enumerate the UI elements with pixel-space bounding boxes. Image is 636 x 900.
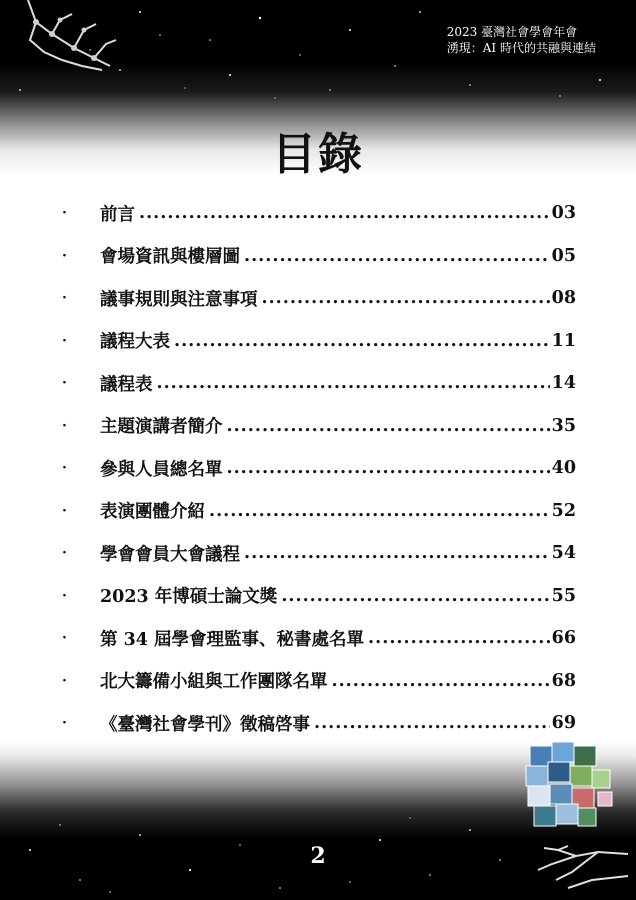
toc-label: 議程大表 <box>100 332 170 353</box>
bullet: · <box>62 715 67 732</box>
dot-leader <box>227 457 550 479</box>
dot-leader <box>157 372 550 394</box>
bullet: · <box>62 502 67 519</box>
image-cube-icon <box>520 738 616 842</box>
toc-label: 參與人員總名單 <box>100 459 223 480</box>
toc-item-foreword[interactable] <box>62 192 576 235</box>
toc-page-number: 08 <box>551 288 576 309</box>
toc-item-organizing-team[interactable] <box>62 660 576 703</box>
toc-item-board-members[interactable] <box>62 617 576 660</box>
dot-leader <box>209 500 550 522</box>
bullet: · <box>62 375 67 392</box>
bullet: · <box>62 587 67 604</box>
dot-leader <box>244 542 550 564</box>
toc-label: 學會會員大會議程 <box>100 544 240 565</box>
bullet: · <box>62 545 67 562</box>
toc-page-number: 03 <box>551 203 576 224</box>
toc-page-number: 11 <box>551 330 576 351</box>
toc-label: 主題演講者簡介 <box>100 417 223 438</box>
page-title: 目錄 <box>272 129 364 180</box>
dot-leader <box>262 287 550 309</box>
toc-label: 《臺灣社會學刊》徵稿啓事 <box>100 714 310 735</box>
conference-header <box>447 24 596 56</box>
toc-page-number: 54 <box>551 543 576 564</box>
bullet: · <box>62 460 67 477</box>
toc-item-call-for-papers[interactable] <box>62 702 576 745</box>
toc-item-rules[interactable] <box>62 277 576 320</box>
table-of-contents <box>62 192 576 745</box>
toc-item-keynote-speakers[interactable] <box>62 405 576 448</box>
page-number: 2 <box>310 843 326 869</box>
toc-page-number: 55 <box>551 585 576 606</box>
bullet: · <box>62 332 67 349</box>
toc-label: 表演團體介紹 <box>100 502 205 523</box>
dot-leader <box>139 202 550 224</box>
bullet: · <box>62 205 67 222</box>
toc-label: 前言 <box>100 204 135 225</box>
bullet: · <box>62 672 67 689</box>
toc-item-thesis-award[interactable] <box>62 575 576 618</box>
toc-label: 議事規則與注意事項 <box>100 289 258 310</box>
dot-leader <box>314 712 550 734</box>
bullet: · <box>62 417 67 434</box>
conference-theme: 湧現：AI 時代的共融與連結 <box>446 41 596 55</box>
toc-page-number: 69 <box>551 713 576 734</box>
toc-page-number: 40 <box>551 458 576 479</box>
dot-leader <box>174 330 550 352</box>
toc-page-number: 68 <box>551 670 576 691</box>
toc-page-number: 66 <box>551 628 576 649</box>
robot-hand-icon <box>22 0 122 76</box>
dot-leader <box>244 245 550 267</box>
toc-page-number: 52 <box>551 500 576 521</box>
dot-leader <box>227 415 550 437</box>
dot-leader <box>368 627 550 649</box>
toc-label: 議程表 <box>100 374 153 395</box>
toc-page-number: 14 <box>551 373 576 394</box>
toc-item-agenda-overview[interactable] <box>62 320 576 363</box>
dot-leader <box>281 585 549 607</box>
toc-label: 第 34 屆學會理監事、秘書處名單 <box>100 629 365 650</box>
bullet: · <box>62 630 67 647</box>
dot-leader <box>332 670 550 692</box>
toc-page-number: 35 <box>551 415 576 436</box>
toc-page-number: 05 <box>551 245 576 266</box>
toc-item-participants[interactable] <box>62 447 576 490</box>
toc-label: 北大籌備小組與工作團隊名單 <box>100 672 328 693</box>
bullet: · <box>62 290 67 307</box>
toc-item-general-assembly[interactable] <box>62 532 576 575</box>
conference-title: 2023 臺灣社會學會年會 <box>446 25 578 39</box>
bullet: · <box>62 247 67 264</box>
toc-item-venue-info[interactable] <box>62 235 576 278</box>
toc-label: 2023 年博碩士論文獎 <box>100 587 278 608</box>
toc-label: 會場資訊與樓層圖 <box>100 247 240 268</box>
toc-item-performers[interactable] <box>62 490 576 533</box>
toc-item-agenda[interactable] <box>62 362 576 405</box>
